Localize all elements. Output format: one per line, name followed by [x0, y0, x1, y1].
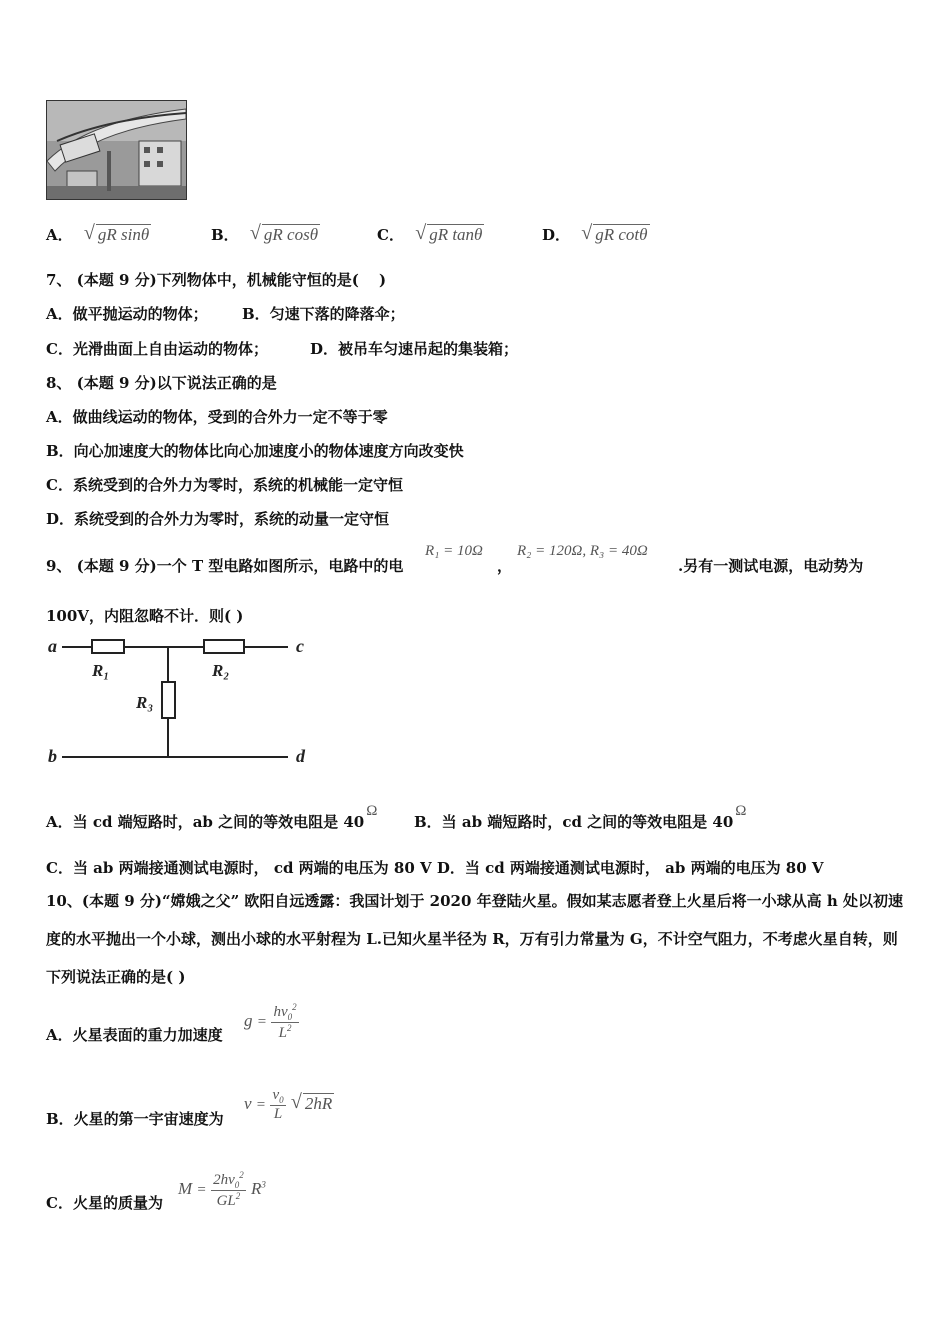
- q10-option-b: B．火星的第一宇宙速度为: [46, 1110, 224, 1128]
- q9-option-a: A．当 cd 端短路时，ab 之间的等效电阻是 40Ω: [46, 803, 378, 831]
- q9-options-c-d: C．当 ab 两端接通测试电源时， cd 两端的电压为 80 V D．当 cd 两端接通测试电源时， ab 两端的电压为 80 V: [46, 859, 824, 877]
- q9-r2-r3: R₂ = 120Ω, R₃ = 40Ω: [517, 543, 648, 559]
- t-circuit-diagram: [44, 630, 324, 770]
- monorail-photo: [46, 100, 187, 200]
- q10-option-c-formula: M = $\frac{2hv_0^2}{GL^2}$ $R^3$: [178, 1170, 266, 1209]
- q6-option-a: A． √ gR sinθ: [46, 222, 150, 244]
- q10-option-c: C．火星的质量为: [46, 1194, 163, 1212]
- q6-option-b: B． √ gR cosθ: [211, 222, 319, 244]
- q7-option-a: A．做平抛运动的物体；: [46, 305, 208, 323]
- q8-stem: 8、 (本题 9 分)以下说法正确的是: [46, 374, 277, 392]
- q6-option-d-expr: gR cotθ: [595, 225, 648, 244]
- circuit-label-r1: R₁: [92, 661, 110, 680]
- q9-stem-b: .另有一测试电源，电动势为: [678, 557, 864, 575]
- q7-option-d: D．被吊车匀速吊起的集装箱；: [310, 340, 519, 358]
- q6-option-c: C． √ gR tanθ: [377, 222, 483, 244]
- q8-option-c: C．系统受到的合外力为零时，系统的机械能一定守恒: [46, 476, 403, 494]
- q7-option-b: B．匀速下落的降落伞；: [242, 305, 405, 323]
- q10-option-a: A．火星表面的重力加速度: [46, 1026, 223, 1044]
- circuit-label-r2: R₂: [212, 661, 230, 680]
- q7-stem: 7、 (本题 9 分)下列物体中，机械能守恒的是( ): [46, 271, 387, 289]
- q6-option-c-expr: gR tanθ: [429, 225, 483, 244]
- q9-stem-c: 100V，内阻忽略不计．则( ): [46, 607, 244, 625]
- circuit-terminal-a: a: [48, 636, 57, 656]
- q9-stem-a: 9、 (本题 9 分)一个 T 型电路如图所示，电路中的电: [46, 557, 404, 575]
- q10-option-a-formula: g = $\frac{hv_0^2}{L^2}$: [244, 1002, 297, 1041]
- circuit-terminal-c: c: [296, 636, 304, 656]
- q9-comma: ，: [497, 557, 513, 575]
- q6-option-b-expr: gR cosθ: [263, 225, 319, 244]
- q10-stem: 10、(本题 9 分)“嫦娥之父” 欧阳自远透露：我国计划于 2020 年登陆火星。假如某志愿者登上火星后将一小球从高 h 处以初速度的水平抛出一个小球，测出小球的水平射程为 L.已知火星半径为 R，万有引力常量为 G，不计空气阻力，不考虑火星自转，则下列说法正确的是( ): [46, 892, 903, 986]
- q8-option-a: A．做曲线运动的物体，受到的合外力一定不等于零: [46, 408, 388, 426]
- q9-r1: R₁ = 10Ω: [425, 543, 483, 559]
- q8-option-b: B．向心加速度大的物体比向心加速度小的物体速度方向改变快: [46, 442, 464, 460]
- circuit-label-r3: R₃: [136, 693, 154, 712]
- q6-option-d: D． √ gR cotθ: [542, 222, 648, 244]
- circuit-terminal-d: d: [296, 746, 305, 766]
- q9-option-b: B．当 ab 端短路时，cd 之间的等效电阻是 40Ω: [414, 803, 747, 831]
- q8-option-d: D．系统受到的合外力为零时，系统的动量一定守恒: [46, 510, 390, 528]
- q6-option-a-expr: gR sinθ: [97, 225, 150, 244]
- q7-option-c: C．光滑曲面上自由运动的物体；: [46, 340, 268, 358]
- circuit-terminal-b: b: [48, 746, 57, 766]
- q10-option-b-formula: v = $\frac{v_0}{L}$ √ 2hR: [244, 1087, 333, 1122]
